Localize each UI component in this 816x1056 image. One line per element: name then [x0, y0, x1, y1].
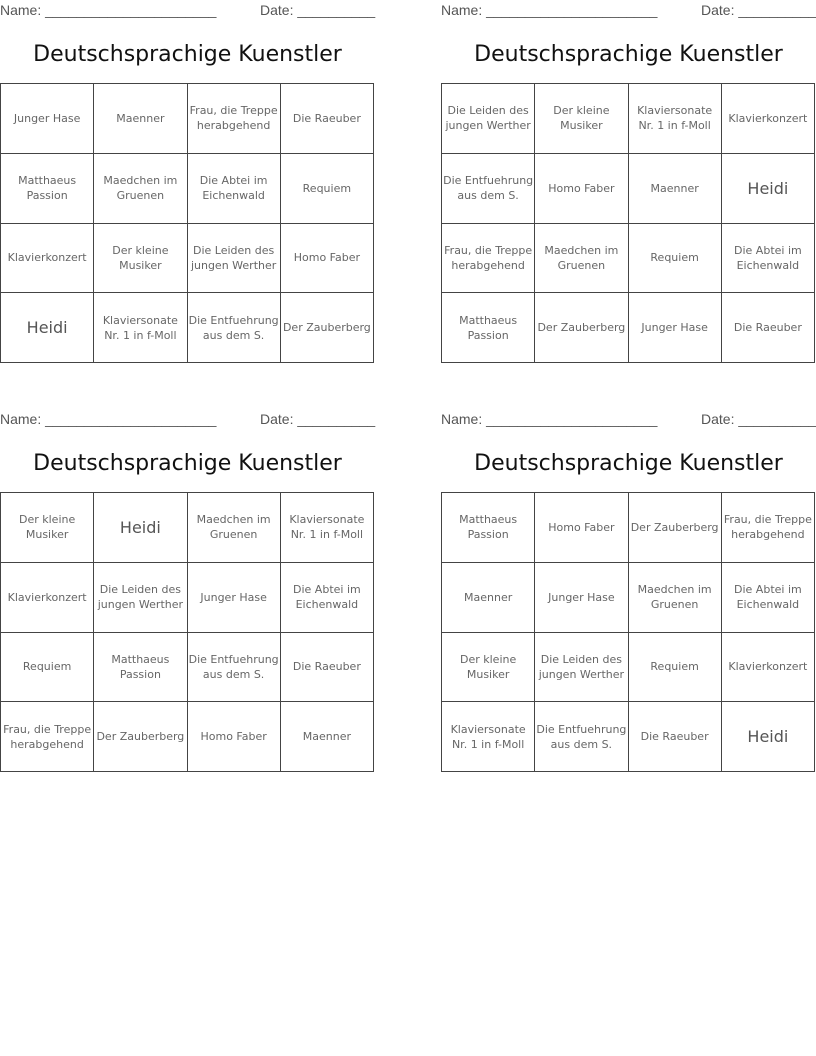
card-title: Deutschsprachige Kuenstler — [474, 42, 783, 67]
bingo-cell: Maedchen im Gruenen — [188, 493, 281, 563]
bingo-cell: Homo Faber — [281, 224, 374, 294]
bingo-cell: Klaviersonate Nr. 1 in f-Moll — [442, 702, 535, 772]
bingo-cell: Matthaeus Passion — [1, 154, 94, 224]
bingo-cell: Maedchen im Gruenen — [535, 224, 628, 294]
bingo-cell: Klavierkonzert — [1, 563, 94, 633]
bingo-cell: Requiem — [629, 224, 722, 294]
name-field-label: Name: ______________________ — [441, 411, 658, 427]
bingo-cell: Die Leiden des jungen Werther — [188, 224, 281, 294]
card-title: Deutschsprachige Kuenstler — [33, 451, 342, 476]
name-field-label: Name: ______________________ — [0, 2, 217, 18]
bingo-cell: Frau, die Treppe herabgehend — [722, 493, 815, 563]
bingo-cell: Die Abtei im Eichenwald — [722, 224, 815, 294]
bingo-cell: Die Raeuber — [722, 293, 815, 363]
bingo-cell: Klavierkonzert — [722, 633, 815, 703]
bingo-cell: Maenner — [629, 154, 722, 224]
card-title: Deutschsprachige Kuenstler — [33, 42, 342, 67]
bingo-cell: Der Zauberberg — [281, 293, 374, 363]
bingo-cell: Der kleine Musiker — [1, 493, 94, 563]
bingo-cell: Die Entfuehrung aus dem S. — [535, 702, 628, 772]
bingo-cell: Frau, die Treppe herabgehend — [442, 224, 535, 294]
bingo-cell: Die Entfuehrung aus dem S. — [442, 154, 535, 224]
bingo-cell: Klaviersonate Nr. 1 in f-Moll — [281, 493, 374, 563]
date-field-label: Date: __________ — [701, 411, 816, 427]
bingo-cell: Homo Faber — [188, 702, 281, 772]
bingo-cell: Junger Hase — [1, 84, 94, 154]
bingo-cell: Klaviersonate Nr. 1 in f-Moll — [94, 293, 187, 363]
name-field-label: Name: ______________________ — [441, 2, 658, 18]
bingo-cell: Frau, die Treppe herabgehend — [1, 702, 94, 772]
bingo-cell: Homo Faber — [535, 493, 628, 563]
bingo-cell: Klavierkonzert — [722, 84, 815, 154]
bingo-cell: Klavierkonzert — [1, 224, 94, 294]
bingo-cell: Der Zauberberg — [629, 493, 722, 563]
bingo-cell: Matthaeus Passion — [94, 633, 187, 703]
bingo-cell: Die Leiden des jungen Werther — [94, 563, 187, 633]
bingo-grid — [441, 83, 815, 363]
bingo-cell: Die Raeuber — [281, 633, 374, 703]
bingo-cell: Heidi — [1, 293, 94, 363]
bingo-cell: Heidi — [722, 154, 815, 224]
bingo-grid — [0, 83, 374, 363]
bingo-cell: Der kleine Musiker — [94, 224, 187, 294]
bingo-cell: Die Leiden des jungen Werther — [535, 633, 628, 703]
bingo-grid — [441, 492, 815, 772]
bingo-cell: Requiem — [629, 633, 722, 703]
bingo-cell: Maenner — [281, 702, 374, 772]
bingo-cell: Heidi — [722, 702, 815, 772]
bingo-cell: Maedchen im Gruenen — [94, 154, 187, 224]
bingo-cell: Die Entfuehrung aus dem S. — [188, 293, 281, 363]
bingo-cell: Die Leiden des jungen Werther — [442, 84, 535, 154]
bingo-cell: Maenner — [94, 84, 187, 154]
bingo-cell: Maedchen im Gruenen — [629, 563, 722, 633]
bingo-cell: Klaviersonate Nr. 1 in f-Moll — [629, 84, 722, 154]
bingo-cell: Junger Hase — [188, 563, 281, 633]
bingo-cell: Die Abtei im Eichenwald — [722, 563, 815, 633]
bingo-cell: Frau, die Treppe herabgehend — [188, 84, 281, 154]
bingo-cell: Die Raeuber — [281, 84, 374, 154]
card-title: Deutschsprachige Kuenstler — [474, 451, 783, 476]
name-field-label: Name: ______________________ — [0, 411, 217, 427]
date-field-label: Date: __________ — [701, 2, 816, 18]
bingo-cell: Requiem — [281, 154, 374, 224]
bingo-cell: Maenner — [442, 563, 535, 633]
bingo-cell: Matthaeus Passion — [442, 293, 535, 363]
bingo-cell: Heidi — [94, 493, 187, 563]
bingo-cell: Der Zauberberg — [535, 293, 628, 363]
bingo-cell: Die Abtei im Eichenwald — [281, 563, 374, 633]
bingo-cell: Homo Faber — [535, 154, 628, 224]
bingo-cell: Die Entfuehrung aus dem S. — [188, 633, 281, 703]
date-field-label: Date: __________ — [260, 2, 376, 18]
bingo-cell: Der kleine Musiker — [535, 84, 628, 154]
bingo-grid — [0, 492, 374, 772]
bingo-cell: Junger Hase — [535, 563, 628, 633]
bingo-cell: Matthaeus Passion — [442, 493, 535, 563]
date-field-label: Date: __________ — [260, 411, 376, 427]
bingo-cell: Die Abtei im Eichenwald — [188, 154, 281, 224]
bingo-cell: Die Raeuber — [629, 702, 722, 772]
bingo-cell: Junger Hase — [629, 293, 722, 363]
bingo-cell: Der Zauberberg — [94, 702, 187, 772]
bingo-cell: Der kleine Musiker — [442, 633, 535, 703]
bingo-cell: Requiem — [1, 633, 94, 703]
